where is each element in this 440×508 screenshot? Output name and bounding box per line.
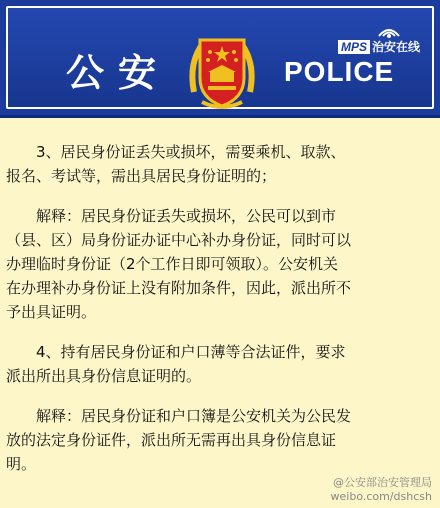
brand-prefix: MPS [338, 40, 370, 54]
brand-logo [338, 38, 420, 55]
text-line: 放的法定身份证件，派出所无需再出具身份信息证 [6, 431, 337, 449]
police-emblem-icon [184, 32, 260, 112]
text-line: 予出具证明。 [6, 303, 97, 321]
header-banner [0, 0, 440, 118]
text-line: 在办理补办身份证上没有附加条件，因此，派出所不 [6, 279, 352, 297]
paragraph-item-3 [6, 140, 436, 188]
weibo-watermark [331, 476, 432, 504]
text-line: 派出所出具身份信息证明的。 [6, 367, 202, 385]
text-line: （县、区）局身份证办证中心补办身份证，同时可以 [6, 231, 352, 249]
article-content [6, 140, 436, 492]
paragraph-explanation-3 [6, 204, 436, 324]
text-line: 报名、考试等，需出具居民身份证明的； [6, 167, 277, 185]
title-chinese: 公安 [66, 51, 171, 95]
text-line: 4、持有居民身份证和户口薄等合法证件，要求 [6, 343, 346, 361]
paragraph-explanation-4 [6, 404, 436, 476]
text-line: 解释：居民身份证丢失或损坏，公民可以到市 [6, 207, 337, 225]
text-line: 3、居民身份证丢失或损坏，需要乘机、取款、 [6, 143, 346, 161]
text-line: 明。 [6, 455, 37, 473]
paragraph-item-4 [6, 340, 436, 388]
title-english: POLICE [284, 56, 395, 87]
text-line: 办理临时身份证（2个工作日即可领取）。公安机关 [6, 255, 339, 273]
text-line: 解释：居民身份证和户口簿是公安机关为公民发 [6, 407, 352, 425]
watermark-account: @公安部治安管理局 [333, 476, 432, 489]
header-frame [6, 6, 434, 109]
brand-name: 治安在线 [371, 40, 420, 54]
signal-icon [376, 24, 402, 38]
watermark-url: weibo.com/dshcsh [330, 490, 432, 503]
